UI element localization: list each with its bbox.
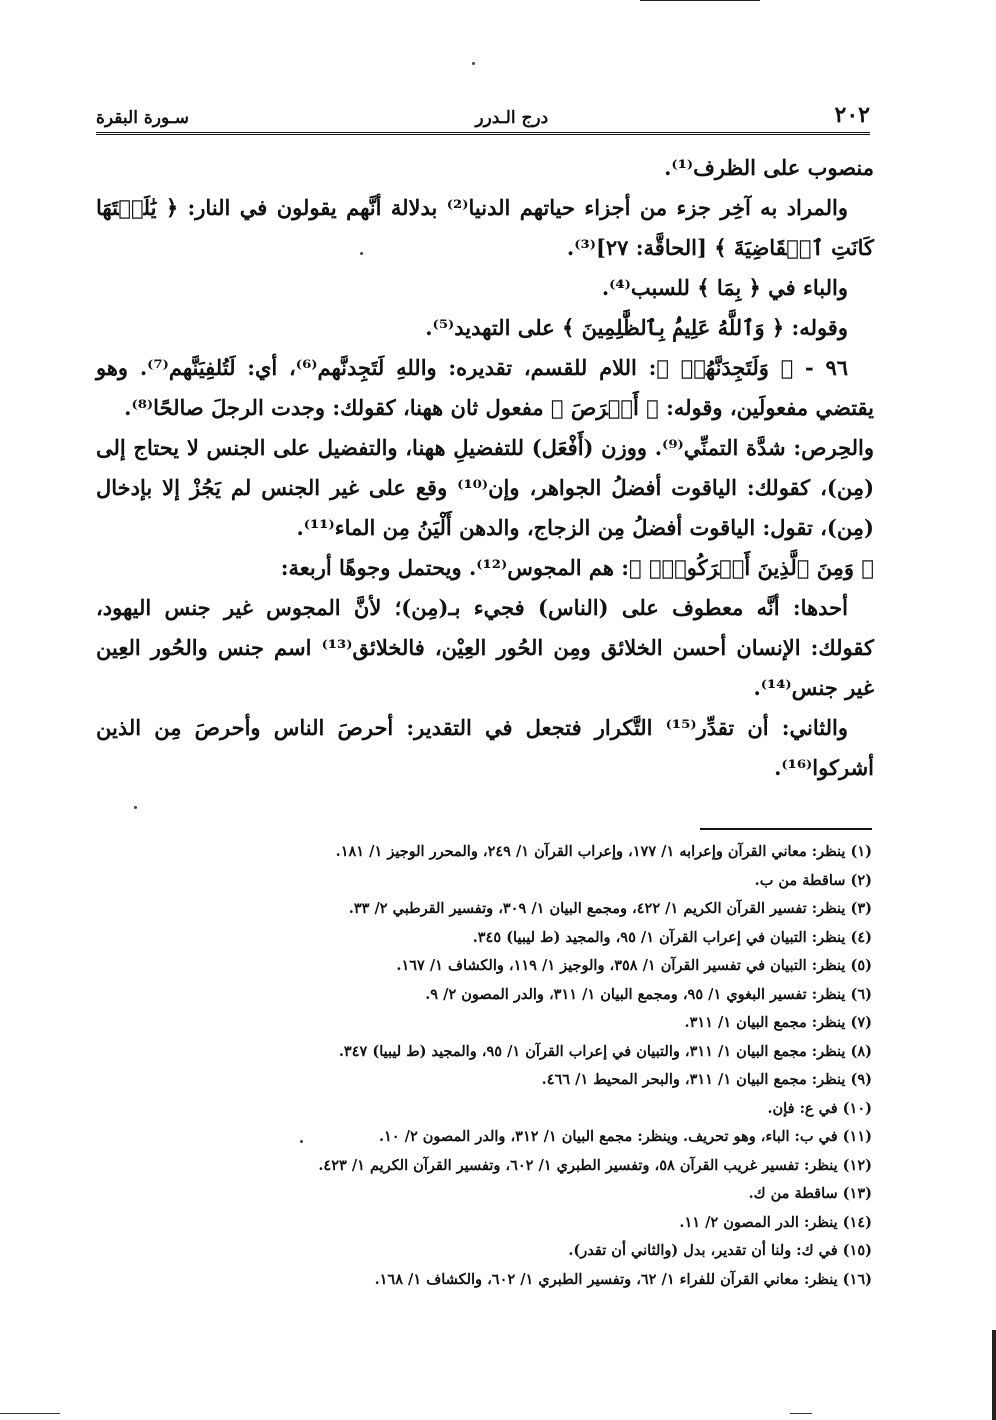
surah-title: سـورة البقرة bbox=[96, 108, 189, 128]
page-number: ٢٠٢ bbox=[834, 102, 870, 128]
footnote: (١١) في ب: الباء، وهو تحريف. وينظر: مجمع البيان ١/ ٣١٢، والدر المصون ٢/ ١٠. bbox=[378, 1128, 872, 1145]
paragraph: منصوب على الظرف⁽¹⁾. bbox=[664, 155, 874, 180]
running-header bbox=[96, 94, 870, 135]
footnote: (٨) ينظر: مجمع البيان ١/ ٣١١، والتبيان في إعراب القرآن ١/ ٩٥، والمجيد (ط ليبيا) ٣٤٧. bbox=[338, 1042, 872, 1060]
book-title: درج الـدرر bbox=[475, 108, 549, 128]
scan-edge-shadow bbox=[992, 1330, 996, 1420]
footnote: (٢) ساقطة من ب. bbox=[754, 871, 872, 889]
paragraph: أحدها: أنَّه معطوف على (الناس) فجيء بـ(مِن)؛ لأنَّ المجوس غير جنس اليهود، كقولك: الإنسان أحسن الخلائق ومِن الحُور العِيْن، فالخلائق⁽¹³⁾ اسم جنس والحُور العِين غير جنس⁽¹⁴⁾. bbox=[96, 595, 874, 700]
scan-speck bbox=[472, 62, 475, 65]
scan-speck bbox=[300, 1140, 303, 1143]
scan-edge-mark bbox=[790, 1413, 812, 1414]
paragraph: والباء في ﴿ بِمَا ﴾ للسبب⁽⁴⁾. bbox=[601, 275, 848, 300]
paragraph: والمراد به آخِر جزء من أجزاء حياتهم الدنيا⁽²⁾ بدلالة أنَّهم يقولون في النار: ﴿ يَٰلَيۡتَهَا كَانَتِ ٱلۡقَاضِيَةَ ﴾ [الحاقَّة: ٢٧]⁽³⁾. bbox=[96, 195, 874, 260]
paragraph: وقوله: ﴿ وَٱللَّهُ عَلِيمُۢ بِٱلظَّٰلِمِينَ ﴾ على التهديد⁽⁵⁾. bbox=[425, 315, 848, 340]
footnote: (١) ينظر: معاني القرآن وإعرابه ١/ ١٧٧، وإعراب القرآن ١/ ٢٤٩، والمحرر الوجيز ١/ ١٨١. bbox=[335, 843, 872, 860]
footnote: (١٦) ينظر: معاني القرآن للفراء ١/ ٦٢، وتفسير الطبري ١/ ٦٠٢، والكشاف ١/ ١٦٨. bbox=[374, 1270, 872, 1288]
paragraph: والثاني: أن تقدِّر⁽¹⁵⁾ التَّكرار فتجعل في التقدير: أحرصَ الناس وأحرصَ مِن الذين أشركوا⁽¹⁶⁾. bbox=[96, 715, 874, 780]
paragraph: والحِرص: شدَّة التمنِّي⁽⁹⁾. ووزن (أَفْعَل) للتفضيلِ ههنا، والتفضيل على الجنس لا يحتاج إلى (مِن)، كقولك: الياقوت أفضلُ الجواهر، وإن⁽¹⁰⁾ وقع على غير الجنس لم يَجُزْ إلا بإدخال (مِن)، تقول: الياقوت أفضلُ مِن الزجاج، والدهن أَلْيَنُ مِن الماء⁽¹¹⁾. bbox=[96, 435, 875, 540]
scan-speck bbox=[134, 806, 137, 809]
footnote: (٤) ينظر: التبيان في إعراب القرآن ١/ ٩٥، والمجيد (ط ليبيا) ٣٤٥. bbox=[472, 928, 872, 946]
scan-speck bbox=[360, 252, 363, 255]
footnotes bbox=[120, 838, 872, 1294]
main-text bbox=[96, 148, 874, 788]
footnote: (٩) ينظر: مجمع البيان ١/ ٣١١، والبحر المحيط ١/ ٤٦٦. bbox=[541, 1071, 872, 1088]
footnote: (٦) ينظر: تفسير البغوي ١/ ٩٥، ومجمع البيان ١/ ٣١١، والدر المصون ٢/ ٩. bbox=[425, 985, 872, 1003]
footnote: (٥) ينظر: التبيان في تفسير القرآن ١/ ٣٥٨، والوجيز ١/ ١١٩، والكشاف ١/ ١٦٧. bbox=[396, 957, 872, 974]
footnote: (٣) ينظر: تفسير القرآن الكريم ١/ ٤٢٢، ومجمع البيان ١/ ٣٠٩، وتفسير القرطبي ٢/ ٣٣. bbox=[348, 900, 872, 917]
footnote-separator bbox=[700, 828, 872, 830]
top-rule bbox=[640, 0, 760, 1]
paragraph: ٩٦ - ﴿ وَلَتَجِدَنَّهُمۡ ﴾: اللام للقسم، تقديره: واللهِ لَتَجِدنَّهم⁽⁶⁾، أي: لَتُلفِيَنَّهم⁽⁷⁾. وهو يقتضي مفعولَين، وقوله: ﴿ أَحۡرَصَ ﴾ مفعول ثان ههنا، كقولك: وجدت الرجلَ صالحًا⁽⁸⁾. bbox=[96, 355, 874, 420]
footnote: (١٢) ينظر: تفسير غريب القرآن ٥٨، وتفسير الطبري ١/ ٦٠٢، وتفسير القرآن الكريم ١/ ٤٢٣. bbox=[318, 1156, 872, 1174]
footnote: (١٥) في ك: ولنا أن تقدير، بدل (والثاني أن تقدر). bbox=[568, 1242, 872, 1259]
footnote: (١٠) في ع: فإن. bbox=[767, 1099, 872, 1117]
scan-edge-mark bbox=[0, 1413, 60, 1414]
footnote: (٧) ينظر: مجمع البيان ١/ ٣١١. bbox=[684, 1014, 872, 1031]
footnote: (١٤) ينظر: الدر المصون ٢/ ١١. bbox=[679, 1213, 872, 1231]
paragraph: ﴿ وَمِنَ ٱلَّذِينَ أَشۡرَكُواْۚ ﴾: هم المجوس⁽¹²⁾. ويحتمل وجوهًا أربعة: bbox=[280, 555, 874, 580]
footnote: (١٣) ساقطة من ك. bbox=[748, 1185, 872, 1202]
